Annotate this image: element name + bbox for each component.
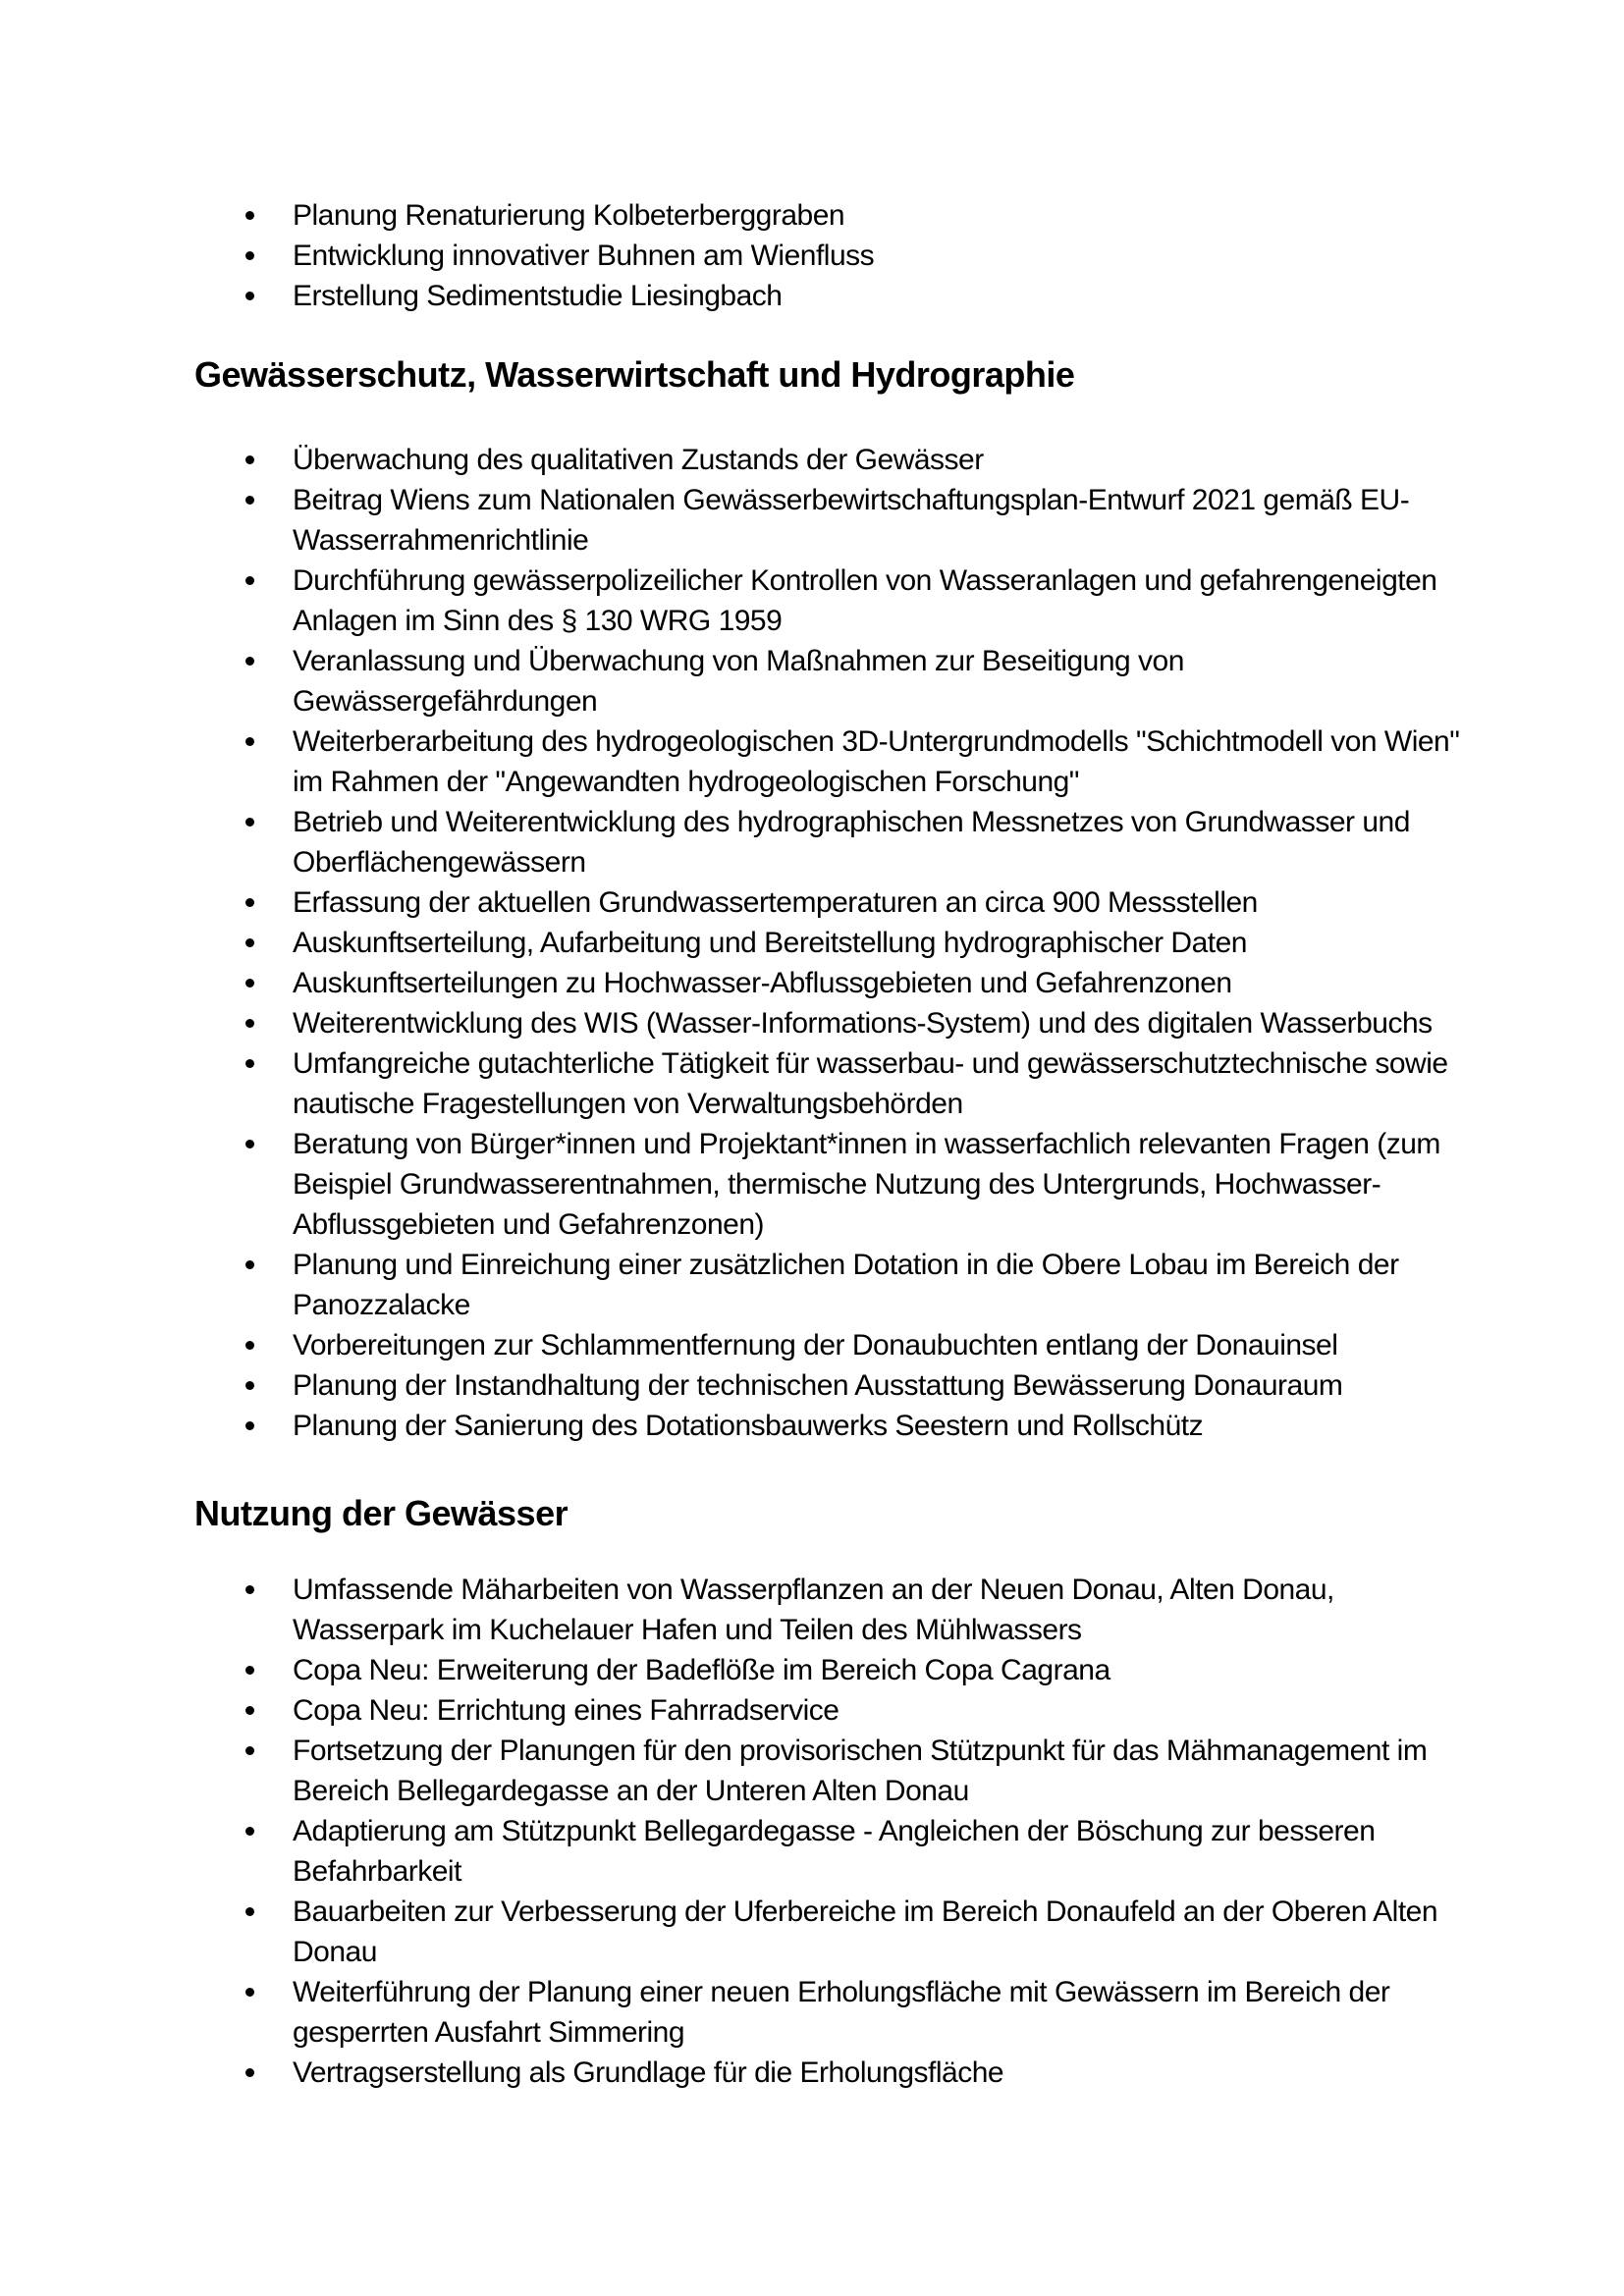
- list-item: [194, 802, 1466, 882]
- list-item-text: Umfassende Mäharbeiten von Wasserpflanzen an der Neuen Donau, Alten Donau, Wasserpark im Kuchelauer Hafen und Teilen des Mühlwassers: [293, 1574, 1334, 1646]
- list-item: [194, 721, 1466, 802]
- bullet-icon: [245, 1746, 254, 1755]
- bullet-icon: [245, 737, 254, 746]
- list-item-text: Vertragserstellung als Grundlage für die Erholungsfläche: [293, 2056, 1004, 2089]
- bullet-icon: [245, 1421, 254, 1430]
- list-item: [194, 1365, 1466, 1406]
- bullet-icon: [245, 455, 254, 464]
- list-item: [194, 1570, 1466, 1650]
- list-item-text: Entwicklung innovativer Buhnen am Wienfluss: [293, 240, 875, 272]
- list-item-text: Weiterentwicklung des WIS (Wasser-Informations-System) und des digitalen Wasserbuchs: [293, 1007, 1433, 1040]
- bullet-icon: [245, 979, 254, 988]
- list-item-text: Planung Renaturierung Kolbeterberggraben: [293, 199, 845, 232]
- bullet-icon: [245, 1260, 254, 1269]
- list-item-text: Planung der Instandhaltung der technischen Ausstattung Bewässerung Donauraum: [293, 1369, 1343, 1402]
- list-item-text: Erstellung Sedimentstudie Liesingbach: [293, 280, 783, 312]
- list-item: [194, 1972, 1466, 2053]
- list-item-text: Planung der Sanierung des Dotationsbauwerks Seestern und Rollschütz: [293, 1410, 1204, 1442]
- list-item-text: Veranlassung und Überwachung von Maßnahmen zur Beseitigung von Gewässergefährdungen: [293, 645, 1184, 718]
- list-item-text: Beitrag Wiens zum Nationalen Gewässerbewirtschaftungsplan-Entwurf 2021 gemäß EU-Wasserrahmenrichtlinie: [293, 484, 1410, 557]
- bullet-icon: [245, 1059, 254, 1068]
- list-item-text: Weiterberarbeitung des hydrogeologischen 3D-Untergrundmodells "Schichtmodell von Wien" im Rahmen der "Angewandten hydrogeologischen Forschung": [293, 725, 1460, 798]
- list-item-text: Vorbereitungen zur Schlammentfernung der Donaubuchten entlang der Donauinsel: [293, 1329, 1338, 1362]
- bullet-list-nutzung: [194, 1570, 1496, 2093]
- list-item-text: Erfassung der aktuellen Grundwassertemperaturen an circa 900 Messstellen: [293, 886, 1258, 919]
- bullet-icon: [245, 2068, 254, 2077]
- list-item: [194, 963, 1466, 1003]
- list-item: [194, 276, 1466, 316]
- bullet-icon: [245, 1019, 254, 1028]
- list-item: [194, 561, 1466, 641]
- bullet-icon: [245, 211, 254, 220]
- list-item: [194, 923, 1466, 963]
- section-heading-nutzung: Nutzung der Gewässer: [194, 1493, 568, 1533]
- list-item-text: Durchführung gewässerpolizeilicher Kontrollen von Wasseranlagen und gefahrengeneigten Anlagen im Sinn des § 130 WRG 1959: [293, 564, 1437, 637]
- list-item: [194, 1811, 1466, 1892]
- bullet-icon: [245, 1827, 254, 1836]
- list-item: [194, 641, 1466, 721]
- bullet-icon: [245, 1907, 254, 1916]
- bullet-icon: [245, 292, 254, 300]
- list-item: [194, 1731, 1466, 1811]
- list-item-text: Betrieb und Weiterentwicklung des hydrographischen Messnetzes von Grundwasser und Oberflächengewässern: [293, 806, 1410, 879]
- list-item: [194, 1406, 1466, 1446]
- list-item-text: Bauarbeiten zur Verbesserung der Uferbereiche im Bereich Donaufeld an der Oberen Alten Donau: [293, 1896, 1438, 1968]
- list-item: [194, 2053, 1466, 2093]
- list-item-text: Überwachung des qualitativen Zustands der Gewässer: [293, 444, 984, 476]
- list-item: [194, 1650, 1466, 1690]
- list-item-text: Copa Neu: Erweiterung der Badeflöße im Bereich Copa Cagrana: [293, 1654, 1110, 1686]
- bullet-icon: [245, 1341, 254, 1350]
- list-item-text: Umfangreiche gutachterliche Tätigkeit für wasserbau- und gewässerschutztechnische sowie nautische Fragestellungen von Verwaltungsbehörden: [293, 1047, 1448, 1120]
- list-item: [194, 1124, 1466, 1245]
- list-item: [194, 1892, 1466, 1972]
- list-item: [194, 1325, 1466, 1365]
- list-item: [194, 1043, 1466, 1124]
- bullet-list-gewaesserschutz: [194, 440, 1496, 1446]
- bullet-icon: [245, 938, 254, 947]
- list-item-text: Auskunftserteilungen zu Hochwasser-Abflussgebieten und Gefahrenzonen: [293, 967, 1232, 999]
- section-heading-gewaesserschutz: Gewässerschutz, Wasserwirtschaft und Hydrographie: [194, 354, 1075, 395]
- bullet-icon: [245, 657, 254, 666]
- list-item-text: Beratung von Bürger*innen und Projektant*innen in wasserfachlich relevanten Fragen (zum Beispiel Grundwasserentnahmen, thermische Nutzung des Untergrunds, Hochwasser-Abflussgebieten und Gefahrenzonen): [293, 1128, 1440, 1241]
- list-item-text: Auskunftserteilung, Aufarbeitung und Bereitstellung hydrographischer Daten: [293, 927, 1247, 959]
- list-item: [194, 1003, 1466, 1043]
- list-item: [194, 440, 1466, 480]
- list-item-text: Planung und Einreichung einer zusätzlichen Dotation in die Obere Lobau im Bereich der Panozzalacke: [293, 1249, 1399, 1321]
- list-item: [194, 236, 1466, 276]
- bullet-icon: [245, 1381, 254, 1390]
- bullet-icon: [245, 818, 254, 827]
- list-item-text: Fortsetzung der Planungen für den provisorischen Stützpunkt für das Mähmanagement im Bereich Bellegardegasse an der Unteren Alten Donau: [293, 1735, 1428, 1807]
- list-item: [194, 1690, 1466, 1731]
- list-item-text: Copa Neu: Errichtung eines Fahrradservice: [293, 1694, 839, 1727]
- bullet-icon: [245, 898, 254, 907]
- list-item-text: Weiterführung der Planung einer neuen Erholungsfläche mit Gewässern im Bereich der gesperrten Ausfahrt Simmering: [293, 1976, 1390, 2049]
- list-item-text: Adaptierung am Stützpunkt Bellegardegasse - Angleichen der Böschung zur besseren Befahrbarkeit: [293, 1815, 1376, 1888]
- list-item: [194, 480, 1466, 561]
- bullet-icon: [245, 1706, 254, 1715]
- bullet-icon: [245, 496, 254, 505]
- list-item: [194, 882, 1466, 923]
- bullet-icon: [245, 1585, 254, 1594]
- bullet-icon: [245, 251, 254, 260]
- bullet-icon: [245, 1140, 254, 1148]
- bullet-list-projects: [194, 195, 1496, 316]
- bullet-icon: [245, 1666, 254, 1675]
- list-item: [194, 1245, 1466, 1325]
- bullet-icon: [245, 1988, 254, 1997]
- bullet-icon: [245, 576, 254, 585]
- list-item: [194, 195, 1466, 236]
